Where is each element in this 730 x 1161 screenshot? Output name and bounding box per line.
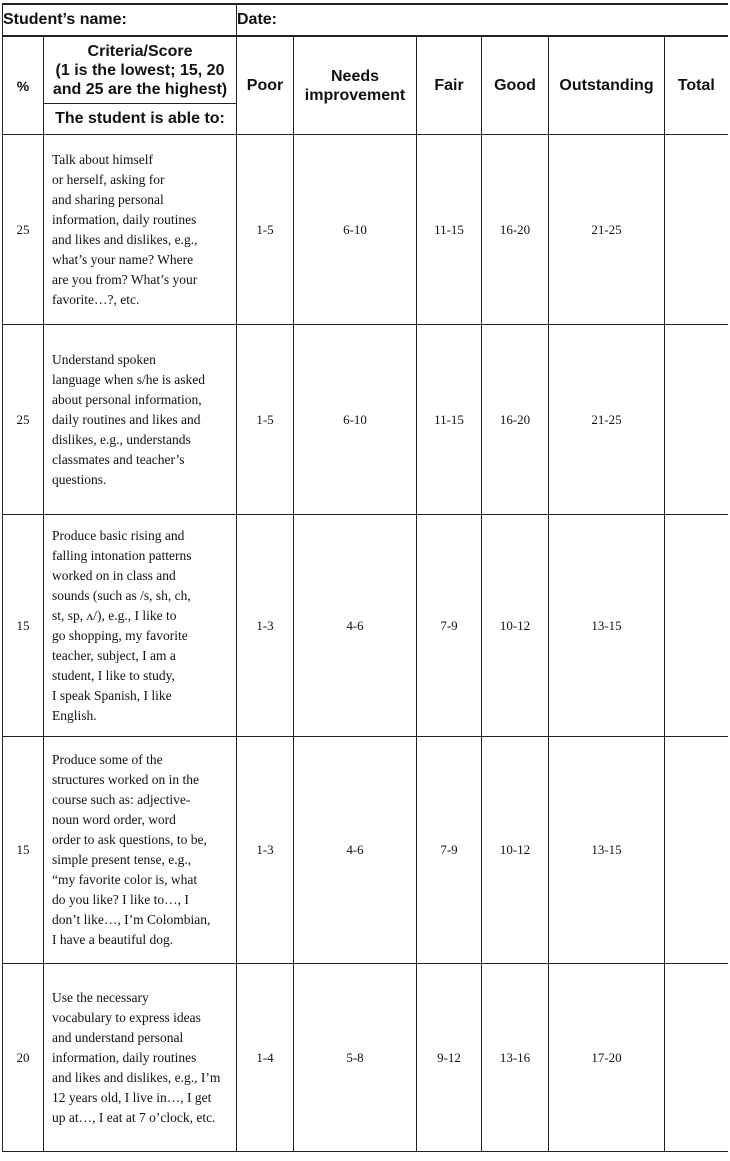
total-header: Total [665,36,728,135]
description-line: are you from? What’s your [52,271,198,287]
description-line: order to ask questions, to be, [52,832,207,847]
score-total[interactable] [665,325,728,515]
student-name-label: Student’s name: [3,11,127,28]
description-line: student, I like to study, [52,667,175,683]
description-line: structures worked on in the [52,772,199,787]
score-needs: 6-10 [294,135,417,325]
percent-header: % [3,36,44,135]
table-row [3,737,728,964]
criteria-note-line2: and 25 are the highest) [52,80,228,98]
able-to-header: The student is able to: [44,104,237,135]
description-line: do you like? I like to…, I [52,892,189,907]
score-good: 16-20 [482,325,549,515]
description-line: what’s your name? Where [52,251,194,267]
score-outstanding: 17-20 [549,964,665,1152]
description-line: falling intonation patterns [52,547,192,563]
score-poor: 1-5 [237,135,294,325]
criteria-title: Criteria/Score [87,42,193,60]
description-line: noun word order, word [52,812,176,827]
fair-header: Fair [417,36,482,135]
header-strip [3,4,728,36]
score-good: 13-16 [482,964,549,1152]
score-poor: 1-3 [237,515,294,737]
description-line: classmates and teacher’s [52,451,185,467]
description-line: st, sp, ʌ/), e.g., I like to [52,607,177,623]
description-line: vocabulary to express ideas [52,1009,201,1025]
description-line: language when s/he is asked [52,371,205,387]
score-outstanding: 13-15 [549,737,665,964]
score-poor: 1-5 [237,325,294,515]
score-fair: 11-15 [417,325,482,515]
score-fair: 9-12 [417,964,482,1152]
score-total[interactable] [665,737,728,964]
description-line: go shopping, my favorite [52,627,188,643]
table-row [3,515,728,737]
description-line: and likes and dislikes, e.g., [52,231,198,247]
row-percent: 15 [3,515,44,737]
student-name-field[interactable] [3,4,237,36]
good-header: Good [482,36,549,135]
score-good: 10-12 [482,737,549,964]
description-line: worked on in class and [52,567,176,583]
needs-improvement-header [294,36,417,135]
row-description [44,135,237,325]
description-line: Use the necessary [52,989,149,1005]
description-line: Produce some of the [52,752,163,767]
score-needs: 4-6 [294,737,417,964]
column-header-row [3,36,728,104]
description-line: Understand spoken [52,351,156,367]
description-line: Produce basic rising and [52,527,185,543]
description-line: English. [52,707,97,723]
needs-header-line2: improvement [304,86,406,104]
row-description [44,964,237,1152]
row-percent: 20 [3,964,44,1152]
description-line: “my favorite color is, what [52,872,198,887]
description-line: information, daily routines [52,211,197,227]
table-row [3,325,728,515]
description-line: about personal information, [52,391,202,407]
description-line: course such as: adjective- [52,792,191,807]
description-line: questions. [52,471,107,487]
needs-header-line1: Needs [330,67,380,85]
score-total[interactable] [665,964,728,1152]
description-line: and understand personal [52,1029,184,1045]
table-row [3,964,728,1152]
description-line: Talk about himself [52,151,154,167]
row-percent: 25 [3,135,44,325]
table-row [3,135,728,325]
description-line: and sharing personal [52,191,164,207]
description-line: I have a beautiful dog. [52,932,174,947]
score-fair: 7-9 [417,737,482,964]
description-line: up at…, I eat at 7 o’clock, etc. [52,1109,216,1125]
score-outstanding: 21-25 [549,325,665,515]
row-description [44,325,237,515]
score-outstanding: 13-15 [549,515,665,737]
poor-header: Poor [237,36,294,135]
score-outstanding: 21-25 [549,135,665,325]
score-needs: 6-10 [294,325,417,515]
row-description [44,737,237,964]
description-line: favorite…?, etc. [52,291,140,307]
score-needs: 5-8 [294,964,417,1152]
description-line: and likes and dislikes, e.g., I’m [52,1069,221,1085]
score-poor: 1-3 [237,737,294,964]
score-total[interactable] [665,135,728,325]
description-line: 12 years old, I live in…, I get [52,1089,212,1105]
criteria-header [44,36,237,104]
row-percent: 15 [3,737,44,964]
description-line: sounds (such as /s, sh, ch, [52,587,191,603]
description-line: don’t like…, I’m Colombian, [52,912,211,927]
row-description [44,515,237,737]
description-line: teacher, subject, I am a [52,647,176,663]
date-label: Date: [237,11,278,28]
criteria-note-line1: (1 is the lowest; 15, 20 [55,61,225,79]
description-line: or herself, asking for [52,171,165,187]
date-field[interactable] [237,4,728,36]
score-fair: 11-15 [417,135,482,325]
rubric-table [2,3,728,1152]
score-good: 16-20 [482,135,549,325]
description-line: simple present tense, e.g., [52,852,192,867]
score-good: 10-12 [482,515,549,737]
score-poor: 1-4 [237,964,294,1152]
row-percent: 25 [3,325,44,515]
description-line: I speak Spanish, I like [52,687,172,703]
description-line: information, daily routines [52,1049,197,1065]
score-total[interactable] [665,515,728,737]
description-line: daily routines and likes and [52,411,201,427]
description-line: dislikes, e.g., understands [52,431,191,447]
outstanding-header: Outstanding [549,36,665,135]
score-needs: 4-6 [294,515,417,737]
score-fair: 7-9 [417,515,482,737]
